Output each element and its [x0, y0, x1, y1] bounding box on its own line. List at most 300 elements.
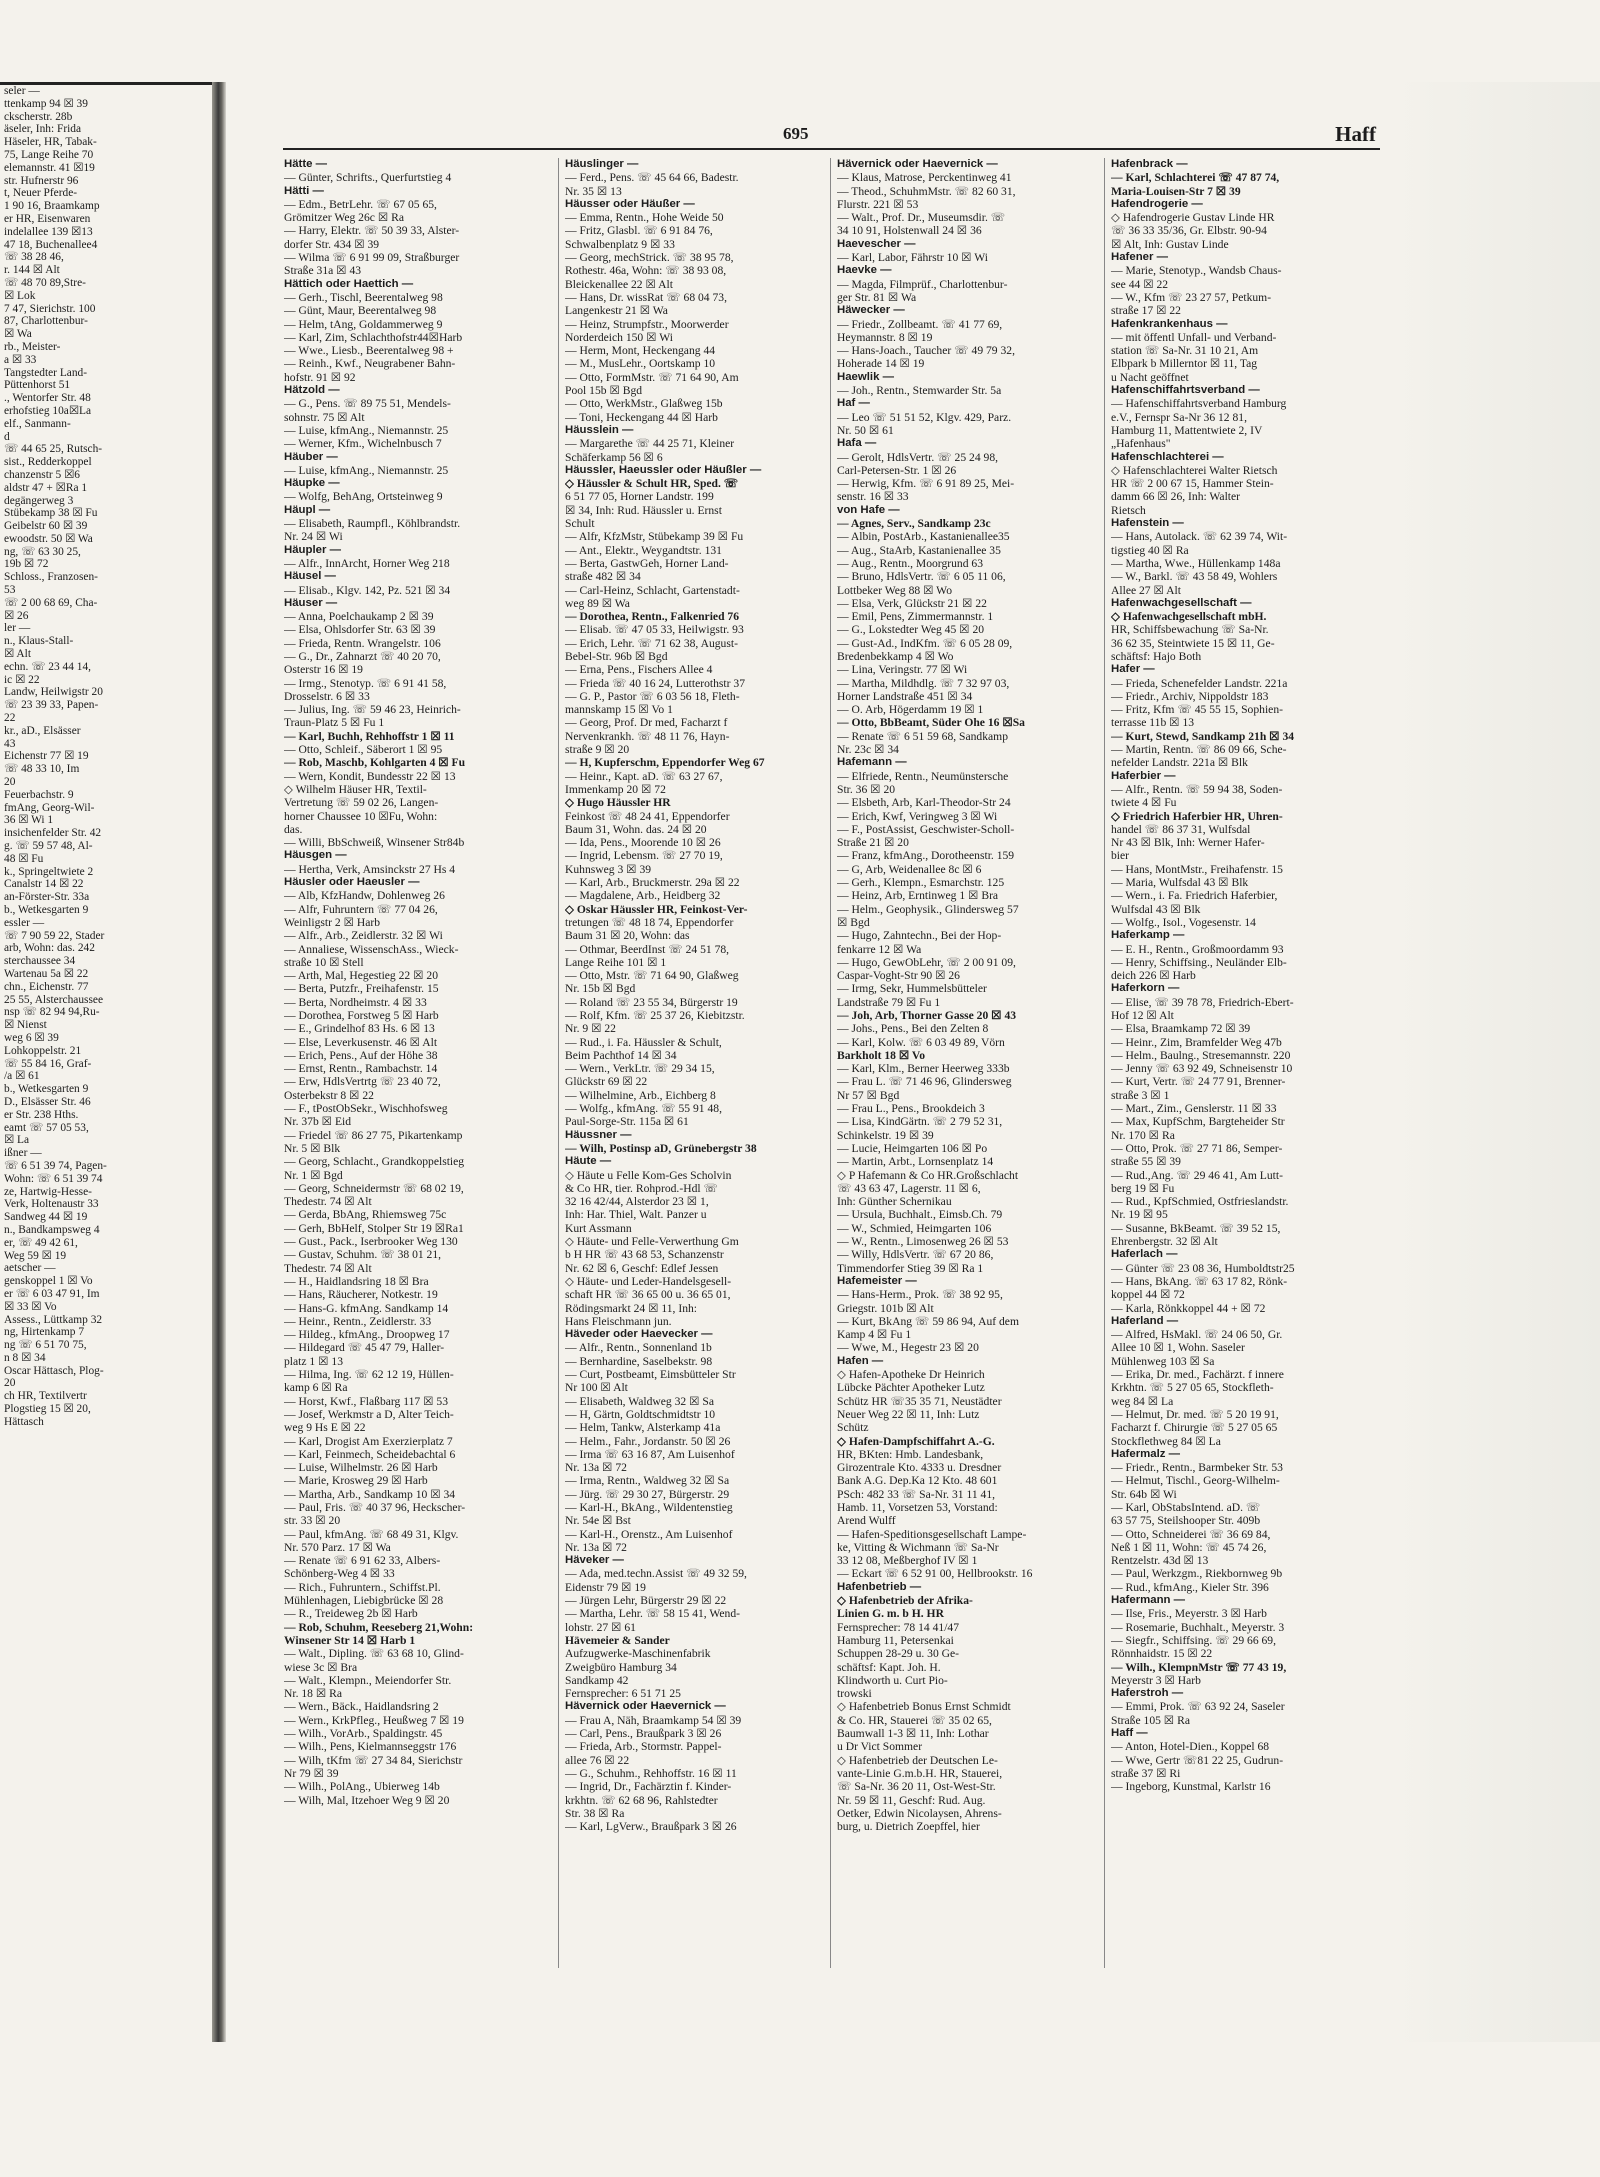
directory-entry: — Erna, Pens., Fischers Allee 4	[565, 663, 713, 677]
directory-entry: ◇ P Hafemann & Co HR.Großschlacht	[837, 1168, 1019, 1182]
directory-entry: wiese 3c ☒ Bra	[284, 1660, 358, 1674]
directory-entry: — Wolfg, BehAng, Ortsteinweg 9	[284, 490, 443, 504]
directory-entry: Nr. 13a ☒ 72	[565, 1461, 627, 1475]
directory-entry: — Berta, GastwGeh, Horner Land-	[565, 556, 729, 570]
directory-entry: Nr. 15b ☒ Bgd	[565, 982, 636, 996]
left-page-line: /a ☒ 61	[4, 1070, 40, 1083]
directory-entry: ◇ Hafenbetrieb der Afrika-	[837, 1594, 973, 1608]
directory-entry: straße 37 ☒ Ri	[1111, 1766, 1181, 1780]
directory-entry: — Susanne, BkBeamt. ☏ 39 52 15,	[1111, 1221, 1281, 1235]
directory-entry: — R., Treideweg 2b ☒ Harb	[284, 1607, 418, 1621]
directory-entry: senstr. 16 ☒ 33	[837, 490, 909, 504]
directory-entry: — Karl, Labor, Fährstr 10 ☒ Wi	[837, 251, 988, 265]
left-page-line: 20	[4, 776, 16, 789]
directory-entry: — Wern., KrkPfleg., Heußweg 7 ☒ 19	[284, 1713, 464, 1727]
directory-entry: — Hans, MontMstr., Freihafenstr. 15	[1111, 862, 1283, 876]
directory-entry: — Ingrid, Lebensm. ☏ 27 70 19,	[565, 849, 723, 863]
directory-entry: Bredenbekkamp 4 ☒ Wo	[837, 649, 954, 663]
directory-entry: — Renate ☏ 6 51 59 68, Sandkamp	[837, 729, 1008, 743]
directory-entry: Nr 100 ☒ Alt	[565, 1381, 628, 1395]
directory-entry: — Martha, Arb., Sandkamp 10 ☒ 34	[284, 1487, 456, 1501]
left-page-line: 87, Charlottenbur-	[4, 315, 88, 328]
directory-entry: — Karl, LgVerw., Braußpark 3 ☒ 26	[565, 1820, 737, 1834]
surname-heading: Hafenschiffahrtsverband —	[1111, 384, 1260, 397]
directory-entry: — Martin, Arbt., Lornsenplatz 14	[837, 1155, 994, 1169]
left-page-line: ic ☒ 22	[4, 673, 40, 686]
directory-entry: — Marie, Stenotyp., Wandsb Chaus-	[1111, 264, 1282, 278]
surname-heading: Häupke —	[284, 477, 340, 490]
directory-entry: — Kurt, Stewd, Sandkamp 21h ☒ 34	[1111, 729, 1295, 743]
directory-entry: — Karl, Buchh, Rehhoffstr 1 ☒ 11	[284, 729, 455, 743]
left-page-line: 19b ☒ 72	[4, 558, 49, 571]
directory-entry: Nr. 170 ☒ Ra	[1111, 1128, 1175, 1142]
directory-entry: — Irma, Rentn., Waldweg 32 ☒ Sa	[565, 1474, 730, 1488]
directory-entry: — Aug., Rentn., Moorgrund 63	[837, 556, 983, 570]
directory-entry: krkhtn. ☏ 62 68 96, Rahlstedter	[565, 1793, 718, 1807]
directory-entry: — Martha, Lehr. ☏ 58 15 41, Wend-	[565, 1607, 740, 1621]
directory-entry: Neuer Weg 22 ☒ 11, Inh: Lutz	[837, 1407, 980, 1421]
surname-heading: Haferbier —	[1111, 769, 1176, 782]
directory-entry: Fernsprecher: 6 51 71 25	[565, 1687, 681, 1701]
left-page-line: Häseler, HR, Tabak-	[4, 136, 97, 149]
directory-entry: Fernsprecher: 78 14 41/47	[837, 1620, 960, 1634]
directory-entry: Flurstr. 221 ☒ 53	[837, 197, 919, 211]
directory-entry: — Alfr., Rentn. ☏ 59 94 38, Soden-	[1111, 782, 1283, 796]
directory-entry: — Wolfg., Isol., Vogesenstr. 14	[1111, 915, 1256, 929]
directory-entry: Hof 12 ☒ Alt	[1111, 1009, 1174, 1022]
directory-entry: — Rich., Fuhruntern., Schiffst.Pl.	[284, 1580, 441, 1594]
directory-entry: — Elisabeth, Raumpfl., Köhlbrandstr.	[284, 517, 461, 531]
directory-entry: — Lina, Veringstr. 77 ☒ Wi	[837, 663, 968, 677]
directory-entry: & Co. HR, Stauerei ☏ 35 02 65,	[837, 1713, 992, 1727]
directory-entry: — Heinr., Rentn., Zeidlerstr. 33	[284, 1314, 432, 1328]
directory-entry: Nr. 59 ☒ 11, Geschf: Rud. Aug.	[837, 1793, 986, 1807]
directory-entry: — G., Lokstedter Weg 45 ☒ 20	[837, 623, 985, 637]
left-page-line: D., Elsässer Str. 46	[4, 1095, 91, 1108]
directory-entry: — Rud., kfmAng., Kieler Str. 396	[1111, 1580, 1269, 1594]
directory-entry: — Gust-Ad., IndKfm. ☏ 6 05 28 09,	[837, 636, 1013, 650]
directory-entry: ☒ Bgd	[837, 915, 870, 929]
directory-entry: dorfer Str. 434 ☒ 39	[284, 237, 380, 251]
directory-entry: — Elisabeth, Waldweg 32 ☒ Sa	[565, 1394, 714, 1408]
directory-entry: mannskamp 15 ☒ Vo 1	[565, 703, 673, 717]
directory-entry: — Elisab. ☏ 47 05 33, Heilwigstr. 93	[565, 623, 744, 637]
directory-entry: — W., Rentn., Limosenweg 26 ☒ 53	[837, 1235, 1009, 1249]
previous-page-fragment	[0, 82, 212, 2005]
directory-entry: Ehrenbergstr. 32 ☒ Alt	[1111, 1235, 1218, 1249]
page-header	[283, 112, 1380, 150]
left-page-line: 25 55, Alsterchaussee	[4, 993, 104, 1006]
directory-entry: damm 66 ☒ 26, Inh: Walter	[1111, 490, 1241, 504]
surname-heading: Haff —	[1111, 1727, 1148, 1740]
directory-entry: — Georg, mechStrick. ☏ 38 95 78,	[565, 251, 734, 265]
directory-entry: Langenkestr 21 ☒ Wa	[565, 304, 668, 318]
directory-entry: Mühlenweg 103 ☒ Sa	[1111, 1354, 1215, 1368]
directory-entry: Traun-Platz 5 ☒ Fu 1	[284, 716, 385, 730]
surname-heading: Häupl —	[284, 503, 331, 516]
directory-entry: str. 33 ☒ 20	[284, 1514, 341, 1528]
directory-entry: — Ida, Pens., Moorende 10 ☒ 26	[565, 836, 721, 850]
left-page-line: ewoodstr. 50 ☒ Wa	[4, 532, 93, 545]
left-page-line: ☏ 7 90 59 22, Stader	[4, 929, 105, 942]
directory-entry: — Hans-Joach., Taucher ☏ 49 79 32,	[837, 344, 1015, 358]
directory-entry: — Wilhelmine, Arb., Eichberg 8	[565, 1088, 716, 1102]
directory-entry: Drosselstr. 6 ☒ 33	[284, 689, 370, 703]
directory-entry: — Ant., Elektr., Weygandtstr. 131	[565, 543, 722, 557]
surname-heading: Hafenwachgesellschaft —	[1111, 596, 1252, 609]
directory-entry: — Fritz, Kfm ☏ 45 55 15, Sophien-	[1111, 703, 1283, 717]
directory-entry: — Franz, kfmAng., Dorotheenstr. 159	[837, 849, 1015, 863]
directory-entry: — Paul, kfmAng. ☏ 68 49 31, Klgv.	[284, 1527, 459, 1541]
surname-heading: Hafermalz —	[1111, 1447, 1181, 1460]
surname-heading: Häusser oder Häußer —	[565, 197, 695, 210]
directory-entry: — Helm, Tankw, Alsterkamp 41a	[565, 1421, 721, 1435]
directory-entry: — Rud.,Ang. ☏ 29 46 41, Am Lutt-	[1111, 1168, 1283, 1182]
left-page-line: ☏ 23 39 33, Papen-	[4, 699, 99, 712]
directory-entry: Immenkamp 20 ☒ 72	[565, 782, 666, 796]
directory-entry: — H., Haidlandsring 18 ☒ Bra	[284, 1274, 429, 1288]
directory-entry: — Luise, Wilhelmstr. 26 ☒ Harb	[284, 1461, 438, 1475]
left-page-line: äseler, Inh: Frida	[4, 123, 82, 136]
directory-entry: schaft HR ☏ 36 65 00 u. 36 65 01,	[565, 1288, 731, 1302]
directory-entry: — Edm., BetrLehr. ☏ 67 05 65,	[284, 197, 437, 211]
directory-entry: 63 57 75, Steilshooper Str. 409b	[1111, 1514, 1261, 1528]
left-page-line: er ☏ 6 03 47 91, Im	[4, 1287, 100, 1300]
directory-entry: Neß 1 ☒ 11, Wohn: ☏ 45 74 26,	[1111, 1540, 1267, 1554]
directory-entry: ◇ Oskar Häussler HR, Feinkost-Ver-	[565, 902, 748, 916]
directory-entry: — Erich, Lehr. ☏ 71 62 38, August-	[565, 636, 738, 650]
directory-entry: — O. Arb, Högerdamm 19 ☒ 1	[837, 703, 984, 717]
left-page-line: b., Wetkesgarten 9	[4, 1083, 89, 1096]
left-page-line: weg 6 ☒ 39	[4, 1031, 59, 1044]
directory-entry: e.V., Fernspr Sa-Nr 36 12 81,	[1111, 410, 1247, 424]
directory-entry: — Wilh, tKfm ☏ 27 34 84, Sierichstr	[284, 1753, 463, 1767]
left-page-line: Canalstr 14 ☒ 22	[4, 878, 84, 891]
directory-entry: allee 76 ☒ 22	[565, 1753, 630, 1767]
directory-entry: — mit öffentl Unfall- und Verband-	[1111, 330, 1277, 344]
surname-heading: Hävernick oder Haevernick —	[837, 158, 998, 170]
directory-entry: Hamburg 11, Petersenkai	[837, 1633, 954, 1647]
left-page-line: Stübekamp 38 ☒ Fu	[4, 507, 98, 520]
directory-entry: — Wern., VerkLtr. ☏ 29 34 15,	[565, 1062, 715, 1076]
directory-entry: — Bernhardine, Saselbekstr. 98	[565, 1354, 713, 1368]
directory-entry: — Luise, kfmAng., Niemannstr. 25	[284, 423, 449, 437]
directory-entry: Meyerstr 3 ☒ Harb	[1111, 1673, 1201, 1687]
left-page-line: Oscar Hättasch, Plog-	[4, 1364, 104, 1377]
directory-entry: — Jenny ☏ 63 92 49, Schneisenstr 10	[1111, 1062, 1293, 1076]
directory-entry: PSch: 482 33 ☏ Sa-Nr. 31 11 41,	[837, 1487, 996, 1501]
directory-entry: Straße 31a ☒ 43	[284, 264, 362, 278]
directory-entry: — Friedr., Rentn., Barmbeker Str. 53	[1111, 1461, 1283, 1475]
directory-entry: Klindworth u. Curt Pio-	[837, 1673, 948, 1687]
left-page-line: Geibelstr 60 ☒ 39	[4, 520, 88, 533]
directory-entry: — Rud., KpfSchmied, Ostfrieslandstr.	[1111, 1195, 1289, 1209]
directory-entry: — Wilh, Postinsp aD, Grünebergstr 38	[565, 1141, 757, 1155]
left-page-line: ☒ Wa	[4, 328, 32, 341]
surname-heading: Häusgen —	[284, 849, 347, 862]
directory-entry: tretungen ☏ 48 18 74, Eppendorfer	[565, 915, 734, 929]
directory-entry: Baum 31 ☒ 20, Wohn: das	[565, 929, 690, 943]
directory-entry: — Toni, Heckengang 44 ☒ Harb	[565, 410, 718, 424]
directory-entry: — Karl-H., BkAng., Wildentenstieg	[565, 1500, 733, 1514]
directory-entry: ◇ Hafenbetrieb der Deutschen Le-	[837, 1753, 998, 1767]
surname-heading: Hätte —	[284, 158, 328, 170]
directory-entry: — Mart., Zim., Genslerstr. 11 ☒ 33	[1111, 1102, 1277, 1116]
surname-heading: Hafenstein —	[1111, 517, 1184, 530]
directory-entry: weg 84 ☒ La	[1111, 1394, 1174, 1408]
directory-entry: — Friedel ☏ 86 27 75, Pikartenkamp	[284, 1128, 463, 1142]
directory-entry: — Frieda, Rentn. Wrangelstr. 106	[284, 636, 441, 650]
directory-entry: Mühlenhagen, Liebigbrücke ☒ 28	[284, 1594, 444, 1608]
left-page-line: erhofstieg 10a☒La	[4, 404, 92, 417]
directory-entry: Nr. 19 ☒ 95	[1111, 1208, 1168, 1222]
directory-entry: Nr. 35 ☒ 13	[565, 184, 622, 198]
directory-entry: — Hafenschiffahrtsverband Hamburg	[1111, 397, 1287, 411]
left-page-line: er HR, Eisenwaren	[4, 212, 91, 225]
directory-entry: — Kurt, Vertr. ☏ 24 77 91, Brenner-	[1111, 1075, 1286, 1089]
left-page-line: arb, Wohn: das. 242	[4, 942, 95, 955]
directory-entry: — Karl, Klm., Berner Heerweg 333b	[837, 1062, 1010, 1076]
surname-heading: Häveker —	[565, 1554, 624, 1567]
surname-heading: Häute —	[565, 1155, 612, 1168]
left-page-line: d	[4, 430, 10, 443]
left-page-line: g. ☏ 59 57 48, Al-	[4, 840, 93, 853]
directory-entry: — Magdalene, Arb., Heidberg 32	[565, 889, 721, 903]
directory-entry: — Irmg., Stenotyp. ☏ 6 91 41 58,	[284, 676, 447, 690]
directory-entry: — Albin, PostArb., Kastanienallee35	[837, 530, 1010, 544]
directory-entry: Linien G. m. b H. HR	[837, 1607, 944, 1621]
left-page-line: 43	[4, 737, 16, 750]
directory-entry: — G. P., Pastor ☏ 6 03 56 18, Fleth-	[565, 689, 740, 703]
directory-entry: — Hans-G. kfmAng. Sandkamp 14	[284, 1301, 449, 1315]
directory-entry: Krkhtn. ☏ 5 27 05 65, Stockfleth-	[1111, 1381, 1274, 1395]
directory-entry: — Berta, Putzfr., Freihafenstr. 15	[284, 982, 439, 996]
surname-heading: Hafenbrack —	[1111, 158, 1188, 170]
directory-entry: straße 482 ☒ 34	[565, 570, 641, 584]
directory-entry: Allee 27 ☒ Alt	[1111, 583, 1181, 597]
directory-entry: Schönberg-Weg 4 ☒ 33	[284, 1567, 395, 1581]
directory-entry: Landstraße 79 ☒ Fu 1	[837, 995, 941, 1009]
directory-entry: — Else, Leverkusenstr. 46 ☒ Alt	[284, 1035, 438, 1049]
surname-heading: Haevke —	[837, 264, 892, 277]
surname-heading: Hätzold —	[284, 384, 340, 397]
directory-entry: Thedestr. 74 ☒ Alt	[284, 1195, 372, 1209]
directory-entry: — Erich, Kwf, Veringweg 3 ☒ Wi	[837, 809, 998, 823]
directory-entry: straße 55 ☒ 39	[1111, 1155, 1181, 1169]
directory-entry: Nervenkrankh. ☏ 48 11 76, Hayn-	[565, 729, 730, 743]
directory-entry: — Roland ☏ 23 55 34, Bürgerstr 19	[565, 995, 738, 1009]
directory-entry: — Agnes, Serv., Sandkamp 23c	[837, 517, 991, 531]
directory-entry: — Elsa, Braamkamp 72 ☒ 39	[1111, 1022, 1251, 1036]
directory-entry: Baumwall 1-3 ☒ 11, Inh: Lothar	[837, 1727, 989, 1741]
directory-entry: — Lucie, Heimgarten 106 ☒ Po	[837, 1141, 988, 1155]
directory-entry: ☏ Sa-Nr. 36 20 11, Ost-West-Str.	[837, 1780, 996, 1794]
left-page-line: r. 144 ☒ Alt	[4, 264, 60, 277]
directory-entry: — Martha, Wwe., Hüllenkamp 148a	[1111, 556, 1281, 570]
directory-entry: — Harry, Elektr. ☏ 50 39 33, Alster-	[284, 224, 460, 238]
surname-heading: Haewlik —	[837, 370, 894, 383]
directory-entry: straße 9 ☒ 20	[565, 743, 630, 757]
directory-entry: Carl-Petersen-Str. 1 ☒ 26	[837, 463, 957, 477]
directory-entry: Osterstr 16 ☒ 19	[284, 663, 363, 677]
directory-entry: — Theod., SchuhmMstr. ☏ 82 60 31,	[837, 184, 1016, 198]
directory-entry: — Wern., i. Fa. Friedrich Haferbier,	[1111, 889, 1278, 903]
directory-entry: — Helmut, Tischl., Georg-Wilhelm-	[1111, 1474, 1280, 1488]
directory-entry: — Ferd., Pens. ☏ 45 64 66, Badestr.	[565, 171, 739, 185]
directory-entry: ☏ 36 33 35/36, Gr. Elbstr. 90-94	[1111, 224, 1267, 238]
directory-entry: fenkarre 12 ☒ Wa	[837, 942, 922, 956]
directory-entry: 32 16 42/44, Alsterdor 23 ☒ 1,	[565, 1195, 709, 1209]
directory-entry: — G., Dr., Zahnarzt ☏ 40 20 70,	[284, 649, 441, 663]
directory-entry: u Nacht geöffnet	[1111, 370, 1189, 384]
left-page-line: ☏ 48 33 10, Im	[4, 763, 80, 776]
surname-heading: Haf —	[837, 397, 870, 410]
directory-entry: — Walt., Klempn., Meiendorfer Str.	[284, 1673, 452, 1687]
left-page-line: ☒ La	[4, 1134, 30, 1147]
directory-entry: Timmendorfer Stieg 39 ☒ Ra 1	[837, 1261, 984, 1275]
directory-entry: — Anna, Poelchaukamp 2 ☒ 39	[284, 610, 434, 624]
left-page-line: ., Wentorfer Str. 48	[4, 392, 91, 405]
directory-entry: — Friedr., Archiv, Nippoldstr 183	[1111, 689, 1269, 703]
directory-entry: — Reinh., Kwf., Neugrabener Bahn-	[284, 357, 456, 371]
directory-entry: Nr. 9 ☒ 22	[565, 1022, 616, 1036]
directory-entry: — W., Schmied, Heimgarten 106	[837, 1221, 992, 1235]
directory-entry: Kuhnsweg 3 ☒ 39	[565, 862, 652, 876]
directory-entry: hofstr. 91 ☒ 92	[284, 370, 356, 384]
directory-entry: Facharzt f. Chirurgie ☏ 5 27 05 65	[1111, 1421, 1278, 1435]
directory-entry: Sandkamp 42	[565, 1673, 629, 1687]
directory-entry: — Dorothea, Forstweg 5 ☒ Harb	[284, 1009, 439, 1022]
directory-entry: Paul-Sorge-Str. 115a ☒ 61	[565, 1115, 689, 1129]
directory-entry: — Paul, Werkzgm., Riekbornweg 9b	[1111, 1567, 1283, 1581]
left-page-line: 53	[4, 584, 16, 597]
left-page-line: ng ☏ 6 51 70 75,	[4, 1339, 87, 1352]
left-page-line: n., Bandkampsweg 4	[4, 1223, 100, 1236]
directory-entry: Caspar-Voght-Str 90 ☒ 26	[837, 969, 960, 983]
directory-entry: Zweigbüro Hamburg 34	[565, 1660, 677, 1674]
directory-entry: Nr. 37b ☒ Eid	[284, 1115, 352, 1129]
directory-entry: Nr. 62 ☒ 6, Geschf: Edlef Jessen	[565, 1261, 719, 1275]
directory-entry: — Siegfr., Schiffsing. ☏ 29 66 69,	[1111, 1633, 1277, 1647]
left-page-line: seler —	[4, 85, 40, 97]
directory-entry: Straße 21 ☒ 20	[837, 836, 909, 850]
directory-entry: schäftsf: Kapt. Joh. H.	[837, 1660, 941, 1674]
left-page-line: 1 90 16, Braamkamp	[4, 200, 100, 213]
directory-entry: Baum 31, Wohn. das. 24 ☒ 20	[565, 822, 707, 836]
left-page-line: ☒ 33 ☒ Vo	[4, 1300, 57, 1313]
surname-heading: Hafenbetrieb —	[837, 1580, 922, 1593]
directory-entry: — Georg, Prof. Dr med, Facharzt f	[565, 716, 728, 730]
directory-entry: straße 3 ☒ 1	[1111, 1088, 1170, 1102]
directory-entry: Bank A.G. Dep.Ka 12 Kto. 48 601	[837, 1474, 998, 1488]
left-page-line: 36 ☒ Wi 1	[4, 814, 54, 827]
directory-entry: Rödingsmarkt 24 ☒ 11, Inh:	[565, 1301, 698, 1315]
directory-entry: — Otto, WerkMstr., Glaßweg 15b	[565, 397, 723, 411]
page-number: 695	[783, 124, 809, 143]
directory-entry: — Helm., Fahr., Jordanstr. 50 ☒ 26	[565, 1434, 731, 1448]
left-page-line: ☏ 6 51 39 74, Pagen-	[4, 1159, 107, 1172]
left-page-line: Weg 59 ☒ 19	[4, 1249, 67, 1262]
directory-entry: ◇ Hafen-Apotheke Dr Heinrich	[837, 1368, 985, 1382]
directory-entry: — Wwe, Gertr ☏81 22 25, Gudrun-	[1111, 1753, 1284, 1767]
directory-entry: ◇ Hugo Häussler HR	[565, 796, 671, 810]
left-page-line: n 8 ☒ 34	[4, 1351, 46, 1364]
directory-entry: Beim Pachthof 14 ☒ 34	[565, 1048, 677, 1062]
directory-entry: platz 1 ☒ 13	[284, 1354, 344, 1368]
directory-entry: — Rosemarie, Buchhalt., Meyerstr. 3	[1111, 1620, 1285, 1634]
directory-entry: — Leo ☏ 51 51 52, Klgv. 429, Parz.	[837, 410, 1012, 424]
left-page-line: Püttenhorst 51	[4, 379, 71, 392]
directory-entry: — Georg, Schlacht., Grandkoppelstieg	[284, 1155, 465, 1169]
surname-heading: Häussler, Haeussler oder Häußler —	[565, 463, 762, 476]
left-page-line: ☏ 44 65 25, Rutsch-	[4, 443, 103, 456]
left-page-line: eamt ☏ 57 05 53,	[4, 1121, 89, 1134]
directory-entry: — Curt, Postbeamt, Eimsbütteler Str	[565, 1368, 736, 1382]
directory-entry: — Magda, Filmprüf., Charlottenbur-	[837, 277, 1008, 291]
directory-entry: Horner Landstraße 451 ☒ 34	[837, 689, 973, 703]
directory-entry: — Luise, kfmAng., Niemannstr. 25	[284, 463, 449, 477]
directory-entry: Inh: Har. Thiel, Walt. Panzer u	[565, 1208, 707, 1222]
directory-entry: Norderdeich 150 ☒ Wi	[565, 330, 673, 344]
left-page-line: chn., Eichenstr. 77	[4, 980, 89, 993]
directory-entry: — Willi, BbSchweiß, Winsener Str84b	[284, 836, 465, 850]
directory-entry: — Frau L., Pens., Brookdeich 3	[837, 1102, 985, 1116]
directory-entry: Lottbeker Weg 88 ☒ Wo	[837, 583, 952, 597]
left-page-line: er Str. 238 Hths.	[4, 1108, 79, 1121]
surname-heading: Haferland —	[1111, 1314, 1179, 1327]
directory-entry: — Wilh., Pens, Kielmannseggstr 176	[284, 1740, 457, 1754]
directory-entry: — Wilh., PolAng., Ubierweg 14b	[284, 1780, 440, 1794]
directory-entry: handel ☏ 86 37 31, Wulfsdal	[1111, 822, 1251, 836]
left-page-line: essler —	[4, 916, 45, 929]
directory-entry: ◇ Hafendrogerie Gustav Linde HR	[1111, 211, 1275, 225]
directory-entry: — F., tPostObSekr., Wischhofsweg	[284, 1102, 448, 1116]
directory-entry: — Heinr., Zim, Bramfelder Weg 47b	[1111, 1035, 1282, 1049]
left-page-line: Schloss., Franzosen-	[4, 571, 98, 584]
directory-entry: ke, Vitting & Wichmann ☏ Sa-Nr	[837, 1540, 999, 1554]
directory-entry: — Lisa, KindGärtn. ☏ 2 79 52 31,	[837, 1115, 1003, 1129]
directory-entry: Lübcke Pächter Apotheker Lutz	[837, 1381, 985, 1395]
directory-entry: — Berta, Nordheimstr. 4 ☒ 33	[284, 995, 427, 1009]
directory-entry: Lange Reihe 101 ☒ 1	[565, 955, 667, 969]
directory-entry: — Irma ☏ 63 16 87, Am Luisenhof	[565, 1447, 735, 1461]
left-page-line: 7 47, Sierichstr. 100	[4, 302, 96, 315]
directory-entry: — Rob, Schuhm, Reeseberg 21,Wohn:	[284, 1620, 474, 1634]
directory-entry: — Dorothea, Rentn., Falkenried 76	[565, 610, 740, 624]
directory-entry: — Frau L. ☏ 71 46 96, Glindersweg	[837, 1075, 1012, 1089]
left-page-line: nsp ☏ 82 94 94,Ru-	[4, 1006, 100, 1019]
left-page-line: ng, ☏ 63 30 25,	[4, 545, 81, 558]
directory-entry: — Frau A, Näh, Braamkamp 54 ☒ 39	[565, 1713, 742, 1727]
directory-entry: — Georg, Schneidermstr ☏ 68 02 19,	[284, 1181, 464, 1195]
directory-entry: HR, Schiffsbewachung ☏ Sa-Nr.	[1111, 623, 1269, 637]
surname-heading: Häuber —	[284, 450, 338, 463]
directory-entry: b H HR ☏ 43 68 53, Schanzenstr	[565, 1248, 724, 1262]
directory-entry: — Carl-Heinz, Schlacht, Gartenstadt-	[565, 583, 740, 597]
directory-entry: — Frieda ☏ 40 16 24, Lutterothstr 37	[565, 676, 746, 690]
directory-entry: — Herwig, Kfm. ☏ 6 91 89 25, Mei-	[837, 477, 1015, 491]
directory-entry: — Johs., Pens., Bei den Zelten 8	[837, 1022, 989, 1036]
directory-entry: — Annaliese, WissenschAss., Wieck-	[284, 942, 459, 956]
directory-entry: Oetker, Edwin Nicolaysen, Ahrens-	[837, 1806, 1002, 1820]
directory-entry: — Hertha, Verk, Amsinckstr 27 Hs 4	[284, 862, 456, 876]
directory-entry: Str. 38 ☒ Ra	[565, 1806, 625, 1820]
directory-entry: — Gerh., Klempn., Esmarchstr. 125	[837, 876, 1005, 890]
directory-entry: — Alfr., Rentn., Sonnenland 1b	[565, 1341, 712, 1355]
directory-entry: Nr. 54e ☒ Bst	[565, 1514, 631, 1528]
directory-entry: horner Chaussee 10 ☒Fu, Wohn:	[284, 809, 438, 823]
directory-entry: — Gerh, BbHelf, Stolper Str 19 ☒Ra1	[284, 1221, 464, 1235]
